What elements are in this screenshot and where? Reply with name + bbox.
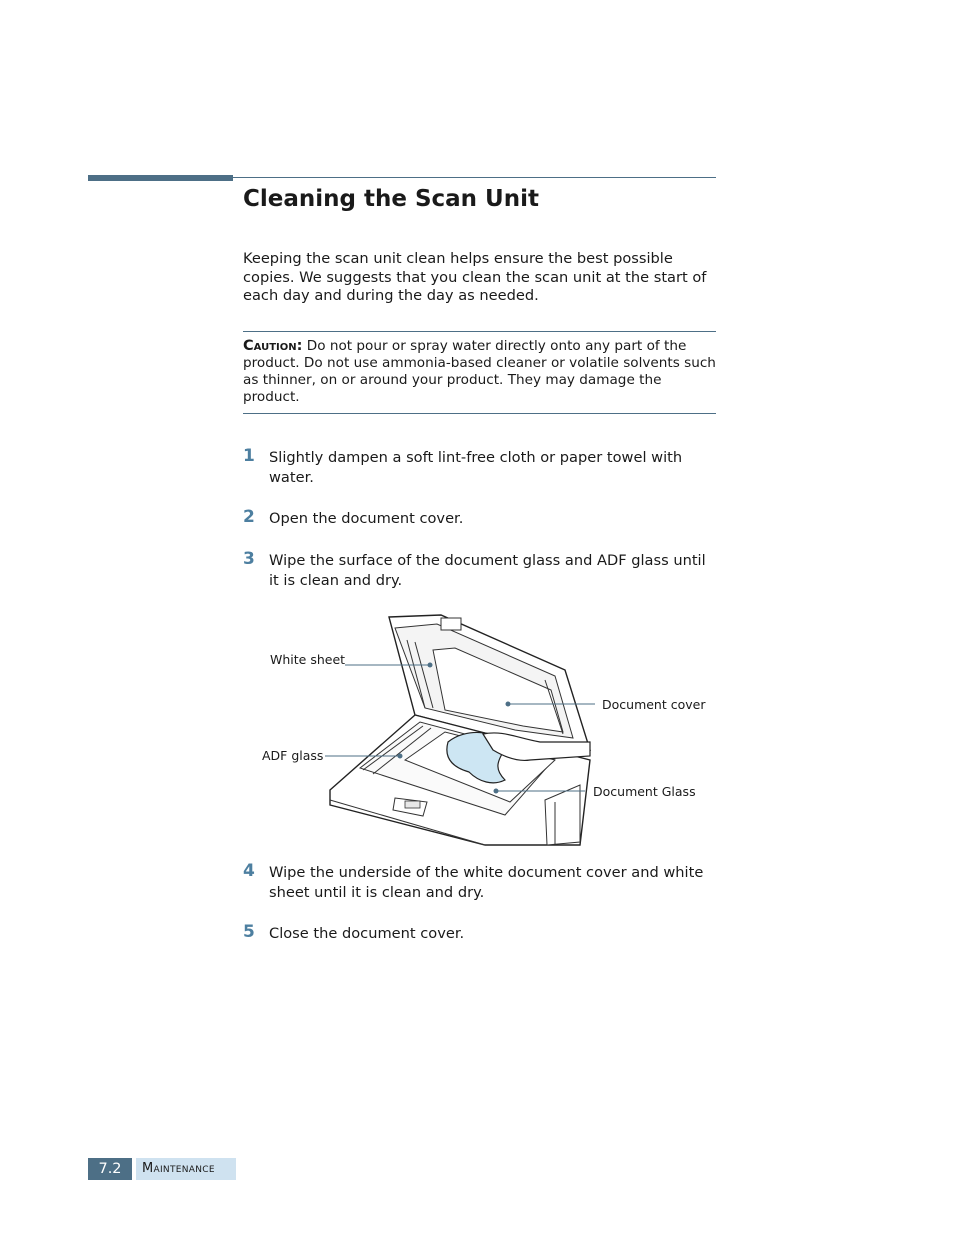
step-number: 1: [243, 446, 255, 466]
footer-page-number: 7.2: [88, 1158, 132, 1180]
step-number: 3: [243, 549, 255, 569]
footer-section-label: Maintenance: [136, 1158, 236, 1180]
intro-paragraph: Keeping the scan unit clean helps ensure the best possible copies. We suggests that you clean the scan unit at the start of each day and during the day as needed.: [243, 250, 707, 304]
header-rule-accent: [88, 175, 233, 181]
step-2: [243, 509, 718, 529]
step-number: 5: [243, 922, 255, 942]
step-number: 2: [243, 507, 255, 527]
callout-adf-glass: ADF glass: [262, 748, 324, 763]
page-title: Cleaning the Scan Unit: [243, 186, 539, 212]
step-4: [243, 863, 718, 903]
step-1: [243, 448, 718, 488]
step-text: Wipe the underside of the white document cover and white sheet until it is clean and dry.: [269, 864, 704, 901]
step-text: Wipe the surface of the document glass and ADF glass until it is clean and dry.: [269, 552, 706, 589]
step-3: [243, 551, 718, 591]
step-text: Slightly dampen a soft lint-free cloth or paper towel with water.: [269, 449, 683, 486]
caution-text: Do not pour or spray water directly onto any part of the product. Do not use ammonia-based cleaner or volatile solvents such as thinner, on or around your product. They may damage the product.: [243, 338, 716, 405]
caution-label: Caution:: [243, 338, 303, 354]
step-text: Open the document cover.: [269, 510, 464, 527]
header-rule: [233, 177, 716, 178]
scan-unit-illustration: [255, 610, 715, 846]
step-text: Close the document cover.: [269, 925, 465, 942]
callout-document-glass: Document Glass: [593, 784, 696, 799]
step-number: 4: [243, 861, 255, 881]
caution-box: [243, 331, 716, 414]
scanner-drawing: [255, 610, 715, 846]
callout-document-cover: Document cover: [602, 697, 706, 712]
step-5: [243, 924, 718, 944]
callout-white-sheet: White sheet: [270, 652, 346, 667]
